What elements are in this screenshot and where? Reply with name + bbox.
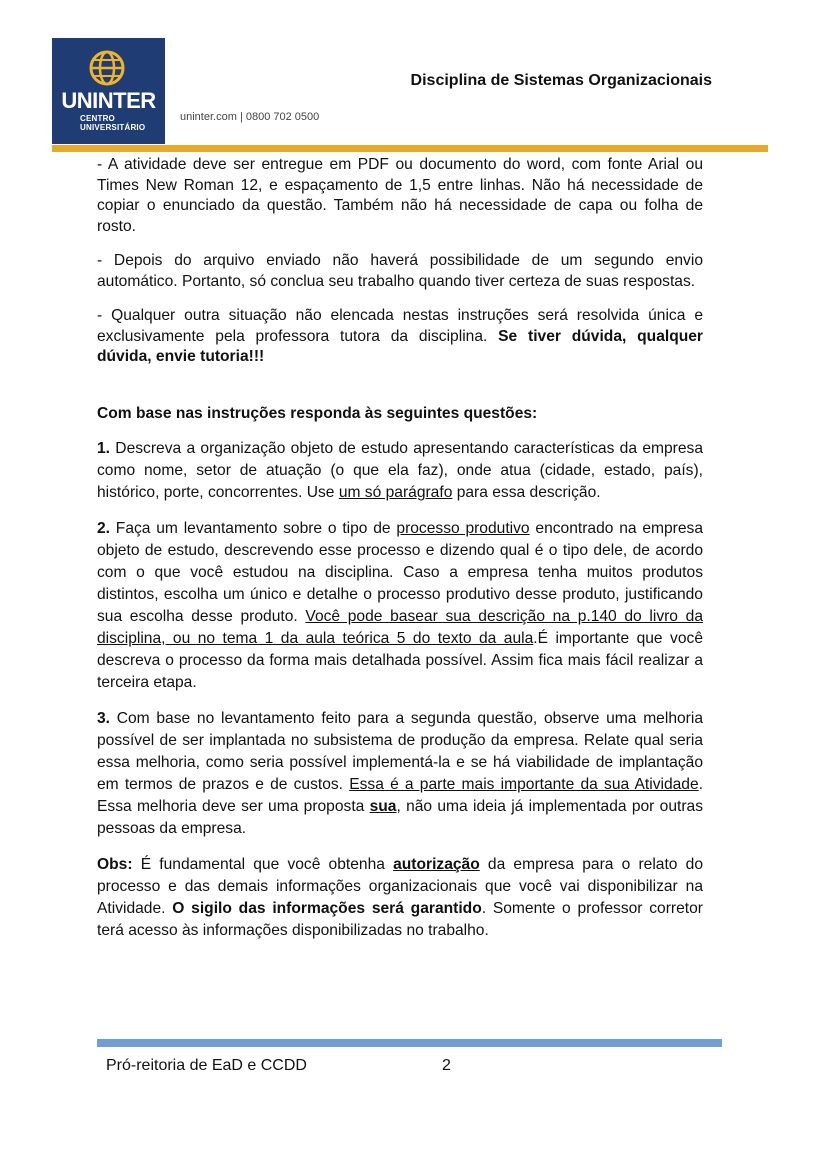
q2-underline-2: Você pode basear sua descrição na p.140 do livro da disciplina, ou no tema 1 da aula teórica 5 do texto da aula: [97, 608, 703, 647]
q2-text-c: .É importante que você descreva o processo da forma mais detalhada possível. Assim fica mais fácil realizar a terceira etapa.: [97, 630, 703, 691]
q1-number: 1.: [97, 440, 111, 457]
q2-underline-1: processo produtivo: [396, 520, 530, 537]
obs-text-a: É fundamental que você obtenha: [132, 856, 394, 873]
obs-bold-underline: autorização: [393, 856, 480, 873]
question-3: [97, 708, 703, 840]
header-contact: [180, 111, 319, 123]
q3-text-c: , não uma ideia já implementada por outras pessoas da empresa.: [97, 798, 703, 837]
q2-text-b: encontrado na empresa objeto de estudo, descrevendo esse processo e dizendo qual é o tipo dele, de acordo com o que você estudou na disciplina. Caso a empresa tenha muitos produtos distintos, escolha um único e detalhe o processo produtivo desse produto, justificando sua escolha desse produto.: [97, 520, 703, 625]
question-2: [97, 518, 703, 694]
instruction-2: - Depois do arquivo enviado não haverá possibilidade de um segundo envio automático. Portanto, só conclua seu trabalho quando tiver certeza de suas respostas.: [97, 252, 703, 290]
q1-text-a: Descreva a organização objeto de estudo apresentando características da empresa como nome, setor de atuação (o que ela faz), onde atua (cidade, estado, país), histórico, porte, concorrentes. Use: [97, 440, 703, 501]
q2-text-a: Faça um levantamento sobre o tipo de: [110, 520, 397, 537]
logo-subtitle: [80, 114, 145, 132]
q1-text-b: para essa descrição.: [452, 484, 601, 501]
q3-number: 3.: [97, 710, 111, 727]
obs-text-c: . Somente o professor corretor terá acesso às informações disponibilizadas no trabalho.: [97, 900, 703, 939]
instruction-1: - A atividade deve ser entregue em PDF ou documento do word, com fonte Arial ou Times New Roman 12, e espaçamento de 1,5 entre linhas. Não há necessidade de copiar o enunciado da questão. Também não há necessidade de capa ou folha de rosto.: [97, 156, 703, 235]
obs-bold: O sigilo das informações será garantido: [172, 900, 482, 917]
logo-name: UNINTER: [61, 88, 156, 113]
q1-underline: um só parágrafo: [338, 484, 453, 501]
logo-sub-line2: UNIVERSITÁRIO: [80, 123, 146, 132]
header-rule: [52, 145, 768, 152]
contact-separator: |: [239, 111, 243, 123]
globe-logo-icon: [89, 50, 125, 86]
instruction-3: [97, 306, 703, 368]
page-number: 2: [442, 1057, 451, 1074]
section-heading: [97, 404, 703, 425]
logo: [52, 38, 165, 144]
question-1: [97, 438, 703, 504]
logo-sub-line1: CENTRO: [80, 114, 115, 123]
q3-text-a: Com base no levantamento feito para a segunda questão, observe uma melhoria possível de ser implantada no subsistema de produção da empresa. Relate qual seria essa melhoria, como seria possível implementá-la e se há viabilidade de implantação em termos de prazos e de custos.: [97, 710, 703, 793]
instruction-3-text: - Qualquer outra situação não elencada nestas instruções será resolvida única e exclusivamente pela professora tutora da disciplina.: [97, 307, 703, 345]
footer-text: Pró-reitoria de EaD e CCDD: [106, 1057, 307, 1074]
header-title: Disciplina de Sistemas Organizacionais: [410, 72, 712, 89]
footer-rule: [97, 1039, 722, 1047]
obs-label: Obs:: [97, 856, 133, 873]
q3-underline: Essa é a parte mais importante da sua Atividade: [349, 776, 699, 793]
contact-site: uninter.com: [180, 111, 237, 123]
obs-text-b: da empresa para o relato do processo e das demais informações organizacionais que você vai disponibilizar na Atividade.: [97, 856, 703, 917]
document-body: [97, 155, 703, 956]
q3-bold-underline: sua: [369, 798, 397, 815]
observation: [97, 854, 703, 942]
q2-number: 2.: [97, 520, 111, 537]
q3-text-b: . Essa melhoria deve ser uma proposta: [97, 776, 704, 815]
contact-phone: 0800 702 0500: [245, 111, 320, 123]
instruction-3-bold: Se tiver dúvida, qualquer dúvida, envie tutoria!!!: [97, 327, 703, 365]
section-heading-text: Com base nas instruções responda às seguintes questões:: [97, 404, 538, 422]
